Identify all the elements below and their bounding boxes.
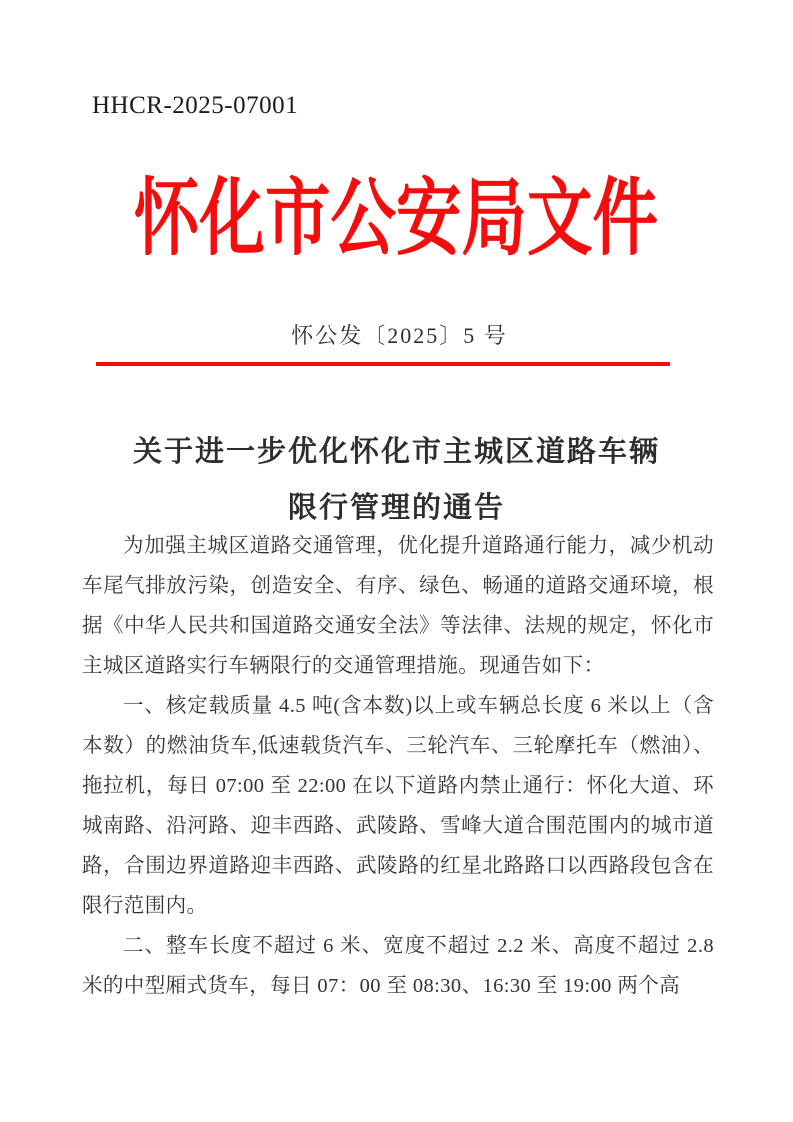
notice-title-line2: 限行管理的通告 <box>287 492 505 524</box>
agency-letterhead-text: 怀化市公安局文件 <box>134 173 659 266</box>
body-paragraph-intro: 为加强主城区道路交通管理，优化提升道路通行能力，减少机动车尾气排放污染，创造安全、有序、绿色、畅通的道路交通环境，根据《中华人民共和国道路交通安全法》等法律、法规的规定，怀化市主城区道路实行车辆限行的交通管理措施。现通告如下： <box>82 535 714 677</box>
body-paragraph-rule-2: 二、整车长度不超过 6 米、宽度不超过 2.2 米、高度不超过 2.8 米的中型厢式货车，每日 07：00 至 08:30、16:30 至 19:00 两个高 <box>82 935 714 997</box>
body-paragraph-rule-1: 一、核定载质量 4.5 吨(含本数)以上或车辆总长度 6 米以上（含本数）的燃油货车,低速载货汽车、三轮汽车、三轮摩托车（燃油）、拖拉机，每日 07:00 至 22:00 在以下道路内禁止通行：怀化大道、环城南路、沿河路、迎丰西路、武陵路、雪峰大道合围范围内的城市道路，合围边界道路迎丰西路、武陵路的红星北路路口以西路段包含在限行范围内。 <box>82 695 714 917</box>
notice-title-line1: 关于进一步优化怀化市主城区道路车辆 <box>132 436 660 468</box>
document-code: HHCR-2025-07001 <box>92 92 299 119</box>
notice-body <box>82 526 714 1006</box>
agency-letterhead-title <box>0 170 793 270</box>
notice-title <box>0 424 793 536</box>
document-issue-number: 怀公发〔2025〕5 号 <box>291 323 508 348</box>
red-divider-line <box>96 362 670 366</box>
